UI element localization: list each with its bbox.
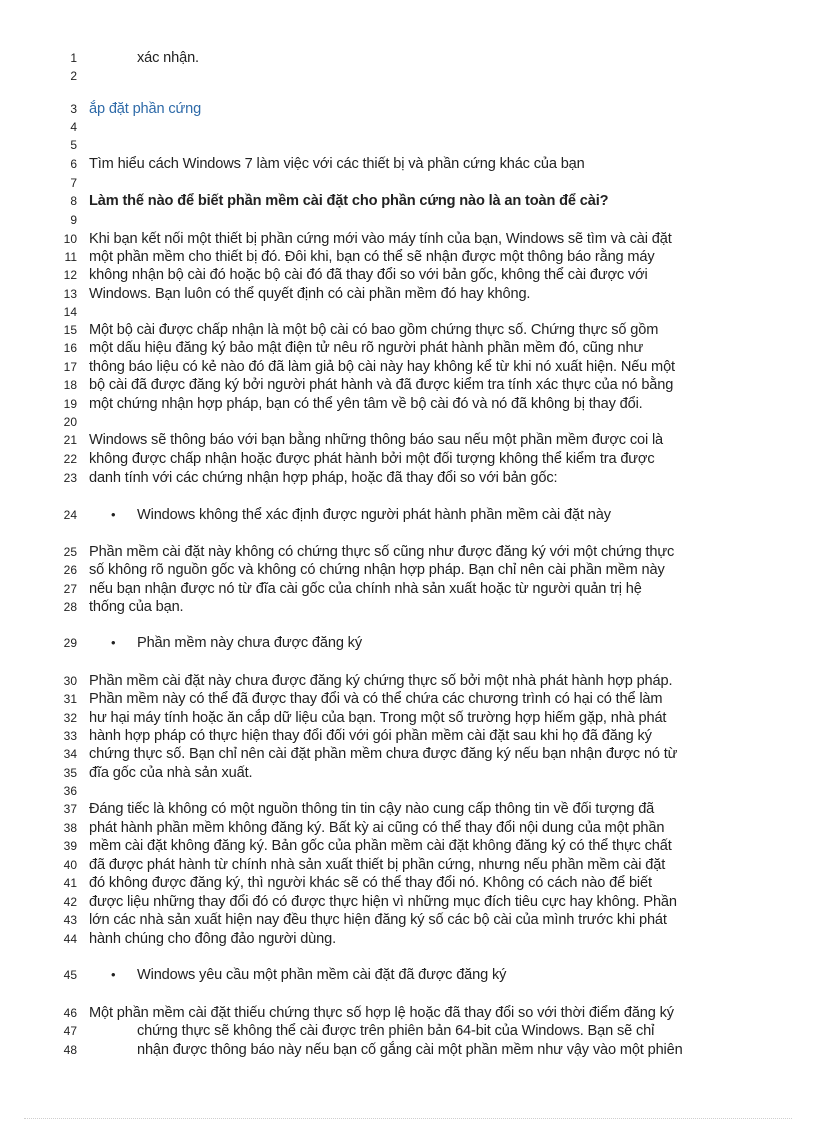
line-number: 3: [70, 102, 77, 116]
bullet-text: Phần mềm này chưa được đăng ký: [137, 635, 362, 651]
line-text: không nhận bộ cài đó hoặc bộ cài đó đã thay đổi so với bản gốc, không thể cài được với: [89, 267, 648, 283]
line-number: 33: [63, 729, 77, 743]
line-text: Một bộ cài được chấp nhận là một bộ cài có bao gồm chứng thực số. Chứng thực số gồm: [89, 322, 659, 338]
line-number: 20: [63, 415, 77, 429]
line-number: 22: [63, 452, 77, 466]
line-number: 46: [63, 1006, 77, 1020]
line-text: bộ cài đã được đăng ký bởi người phát hành và đã được kiểm tra tính xác thực của nó bằng: [89, 377, 674, 393]
line-number: 37: [63, 802, 77, 816]
line-text: chứng thực số. Bạn chỉ nên cài đặt phần mềm chưa được đăng ký nếu bạn nhận được nó từ: [89, 746, 678, 762]
line-number: 32: [63, 711, 77, 725]
line-number: 41: [63, 876, 77, 890]
line-text: không được chấp nhận hoặc được phát hành bởi một đối tượng không thể kiểm tra được: [89, 451, 655, 467]
bullet-icon: •: [111, 967, 116, 982]
bullet-icon: •: [111, 635, 116, 650]
line-number: 35: [63, 766, 77, 780]
line-text: thông báo liệu có kẻ nào đó đã làm giả bộ cài này hay không kể từ khi nó xuất hiện. Nếu một: [89, 359, 675, 375]
line-text: xác nhận.: [137, 50, 199, 66]
line-text: hành hợp pháp có thực hiện thay đổi đối với gói phần mềm cài đặt sau khi họ đã đăng ký: [89, 728, 652, 744]
line-text: Tìm hiểu cách Windows 7 làm việc với các thiết bị và phần cứng khác của bạn: [89, 156, 585, 172]
line-number: 11: [64, 250, 77, 264]
line-number: 12: [63, 268, 77, 282]
line-text: đĩa gốc của nhà sản xuất.: [89, 765, 253, 781]
line-number: 44: [63, 932, 77, 946]
line-text: lớn các nhà sản xuất hiện nay đều thực hiện đăng ký số các bộ cài của mình trước khi phát: [89, 912, 667, 928]
line-text: chứng thực sẽ không thể cài được trên phiên bản 64-bit của Windows. Bạn sẽ chỉ: [137, 1023, 655, 1039]
line-number: 34: [63, 747, 77, 761]
line-text: đó không được đăng ký, thì người khác sẽ có thể thay đổi nó. Không có cách nào để biết: [89, 875, 652, 891]
line-number: 4: [70, 120, 77, 134]
line-text: hư hại máy tính hoặc ăn cắp dữ liệu của bạn. Trong một số trường hợp hiếm gặp, nhà phát: [89, 710, 667, 726]
page-bottom-divider: [24, 1118, 792, 1119]
line-text: hành chúng cho đông đảo người dùng.: [89, 931, 336, 947]
line-number: 26: [63, 563, 77, 577]
line-number: 31: [63, 692, 77, 706]
line-text: được liệu những thay đổi đó có được thực hiện vì những mục đích tiêu cực hay không. Phần: [89, 894, 677, 910]
line-number: 1: [70, 51, 77, 65]
line-number: 39: [63, 839, 77, 853]
bullet-icon: •: [111, 507, 116, 522]
line-number: 29: [63, 636, 77, 650]
line-text: Một phần mềm cài đặt thiếu chứng thực số hợp lệ hoặc đã thay đổi so với thời điểm đăng ký: [89, 1005, 674, 1021]
line-text: danh tính với các chứng nhận hợp pháp, hoặc đã thay đổi so với bản gốc:: [89, 470, 558, 486]
line-number: 19: [63, 397, 77, 411]
line-number: 38: [63, 821, 77, 835]
line-text: Khi bạn kết nối một thiết bị phần cứng mới vào máy tính của bạn, Windows sẽ tìm và cài đặt: [89, 231, 672, 247]
line-text: một chứng nhận hợp pháp, bạn có thể yên tâm về bộ cài đó và nó đã không bị thay đổi.: [89, 396, 643, 412]
line-number: 40: [63, 858, 77, 872]
line-text: Windows. Bạn luôn có thể quyết định có cài phần mềm đó hay không.: [89, 286, 531, 302]
line-text: nếu bạn nhận được nó từ đĩa cài gốc của chính nhà sản xuất hoặc từ người quản trị hệ: [89, 581, 642, 597]
line-number: 28: [63, 600, 77, 614]
line-number: 48: [63, 1043, 77, 1057]
line-text: Phần mềm cài đặt này không có chứng thực số cũng như được đăng ký với một chứng thực: [89, 544, 675, 560]
line-number: 7: [70, 176, 77, 190]
line-number: 18: [63, 378, 77, 392]
line-text: Phần mềm này có thể đã được thay đổi và có thể chứa các chương trình có hại có thể làm: [89, 691, 663, 707]
line-number: 13: [63, 287, 77, 301]
line-text: nhận được thông báo này nếu bạn cố gắng cài một phần mềm như vậy vào một phiên: [137, 1042, 683, 1058]
line-text: Đáng tiếc là không có một nguồn thông tin tin cậy nào cung cấp thông tin về đối tượng đã: [89, 801, 655, 817]
question-heading: Làm thế nào để biết phần mềm cài đặt cho phần cứng nào là an toàn để cài?: [89, 193, 609, 209]
line-number: 25: [63, 545, 77, 559]
line-number: 27: [63, 582, 77, 596]
line-text: số không rõ nguồn gốc và không có chứng nhận hợp pháp. Bạn chỉ nên cài phần mềm này: [89, 562, 665, 578]
line-number: 36: [63, 784, 77, 798]
line-number: 14: [63, 305, 77, 319]
line-number: 24: [63, 508, 77, 522]
line-number: 43: [63, 913, 77, 927]
line-number: 17: [63, 360, 77, 374]
line-text: một phần mềm cho thiết bị đó. Đôi khi, bạn có thể sẽ nhận được một thông báo rằng máy: [89, 249, 655, 265]
line-number: 42: [63, 895, 77, 909]
line-number: 16: [63, 341, 77, 355]
line-text: đã được phát hành từ chính nhà sản xuất thiết bị phần cứng, nhưng nếu phần mềm cài đặt: [89, 857, 666, 873]
line-number: 21: [63, 433, 77, 447]
line-number: 5: [70, 138, 77, 152]
line-number: 45: [63, 968, 77, 982]
line-number: 6: [70, 157, 77, 171]
line-number: 30: [63, 674, 77, 688]
line-text: phát hành phần mềm không đăng ký. Bất kỳ ai cũng có thể thay đổi nội dung của một phần: [89, 820, 665, 836]
line-number: 47: [63, 1024, 77, 1038]
line-text: một dấu hiệu đăng ký bảo mật điện tử nêu rõ người phát hành phần mềm đó, cũng như: [89, 340, 644, 356]
line-number: 10: [63, 232, 77, 246]
line-number: 8: [70, 194, 77, 208]
line-text: mềm cài đặt không đăng ký. Bản gốc của phần mềm cài đặt không đăng ký có thể thực chất: [89, 838, 672, 854]
line-number: 23: [63, 471, 77, 485]
line-text: Phần mềm cài đặt này chưa được đăng ký chứng thực số bởi một nhà phát hành hợp pháp.: [89, 673, 673, 689]
line-number: 9: [70, 213, 77, 227]
line-text: Windows sẽ thông báo với bạn bằng những thông báo sau nếu một phần mềm được coi là: [89, 432, 664, 448]
line-number: 2: [70, 69, 77, 83]
line-text: thống của bạn.: [89, 599, 184, 615]
section-heading: ắp đặt phần cứng: [89, 101, 202, 117]
line-number: 15: [63, 323, 77, 337]
bullet-text: Windows yêu cầu một phần mềm cài đặt đã được đăng ký: [137, 967, 507, 983]
bullet-text: Windows không thể xác định được người phát hành phần mềm cài đặt này: [137, 507, 611, 523]
